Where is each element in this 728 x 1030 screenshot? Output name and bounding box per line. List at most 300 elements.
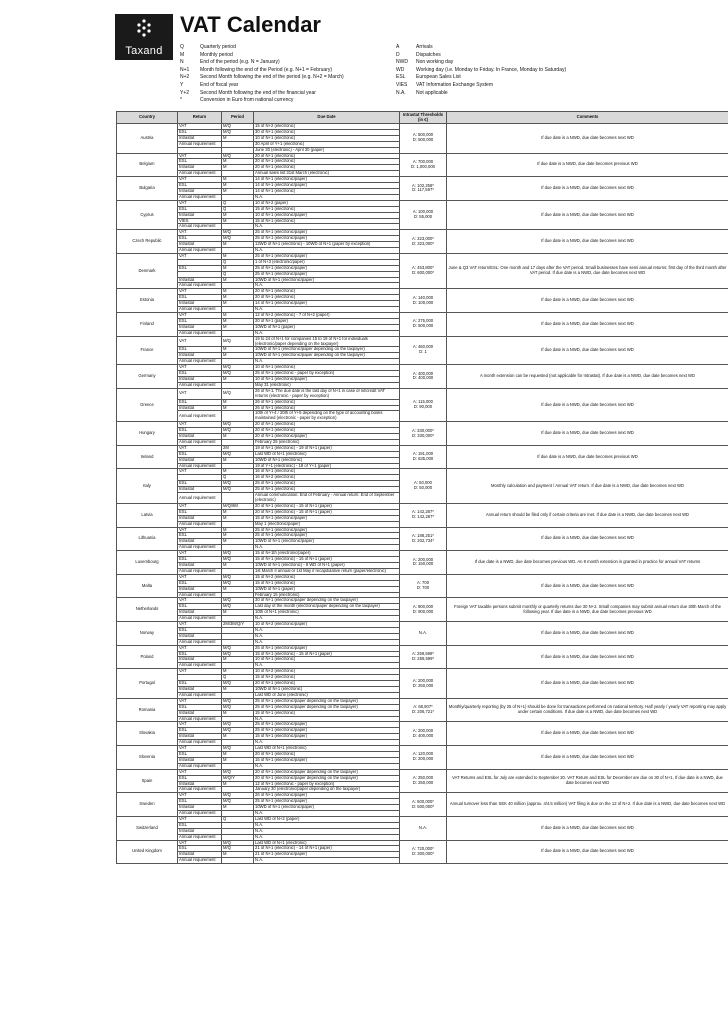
comments-cell: If due date is a NWD, due date becomes next WD xyxy=(447,574,728,598)
column-header-thresholds: Intrastat Thresholds (in €) xyxy=(400,112,447,124)
legend-item xyxy=(396,82,566,90)
period-cell: M/Q/Y xyxy=(222,775,254,781)
return-cell: VAT xyxy=(178,422,222,428)
country-cell: Denmark xyxy=(117,253,178,288)
period-cell: M xyxy=(222,539,254,545)
period-cell xyxy=(222,858,254,864)
period-cell: M xyxy=(222,457,254,463)
due-date-cell: 20 of N+1 (electronic) xyxy=(254,428,400,434)
period-cell: M/Q xyxy=(222,598,254,604)
comments-cell: Annual turnover less than SEK 40 million (approx. 4/4.5 million) VAT filing is due on the 12 of N+2. If due date is a NWD, due date becomes next WD xyxy=(447,793,728,817)
comments-cell: If due date is a NWD, due date becomes next WD xyxy=(447,124,728,154)
comments-cell: VAT Returns and ESL for July are extended to September 20. VAT Return and ESL for December are due on 30 of N+1. If due date is a NWD, due date becomes next WD xyxy=(447,769,728,793)
return-cell: VAT xyxy=(178,503,222,509)
comments-cell: If due date is a NWD, due date becomes next WD xyxy=(447,527,728,551)
due-date-cell: 10WD of N+1 (electronic) xyxy=(254,457,400,463)
return-cell: Annual requirement xyxy=(178,811,222,817)
due-date-cell: N.A. xyxy=(254,811,400,817)
period-cell: M/Q xyxy=(222,645,254,651)
return-cell: Annual requirement xyxy=(178,411,222,422)
threshold-cell: A: 140,000 D: 100,000 xyxy=(400,289,447,313)
country-cell: Switzerland xyxy=(117,816,178,840)
legend-key: Y xyxy=(180,81,184,88)
return-cell: ESL xyxy=(178,371,222,377)
return-cell: Intrastat xyxy=(178,188,222,194)
period-cell: M xyxy=(222,353,254,359)
period-cell: M/Q xyxy=(222,153,254,159)
threshold-cell: A: 900,000 D: 900,000 xyxy=(400,598,447,622)
return-cell: Annual requirement xyxy=(178,493,222,504)
due-date-cell: 20 of N+1 (electronic) xyxy=(254,422,400,428)
due-date-cell: 20 of N+1 (electronic) xyxy=(254,289,400,295)
threshold-cell: A: 100,000 D: 55,000 xyxy=(400,200,447,230)
country-cell: Netherlands xyxy=(117,598,178,622)
table-header-row xyxy=(117,112,728,124)
period-cell: Q xyxy=(222,816,254,822)
legend-item xyxy=(396,67,566,75)
legend-item xyxy=(180,97,344,105)
due-date-cell: N.A. xyxy=(254,633,400,639)
threshold-cell: A: 191,000 D: 635,000 xyxy=(400,445,447,469)
return-cell: ESL xyxy=(178,236,222,242)
period-cell: M xyxy=(222,469,254,475)
period-cell: M/Q xyxy=(222,124,254,130)
comments-cell: If due date is a NWD, due date becomes next WD xyxy=(447,722,728,746)
period-cell: M xyxy=(222,265,254,271)
return-cell: ESL xyxy=(178,728,222,734)
return-cell: Intrastat xyxy=(178,539,222,545)
return-cell: VAT xyxy=(178,527,222,533)
period-cell: M/Q xyxy=(222,388,254,399)
due-date-cell: 20 of N+1 (electronic) xyxy=(254,159,400,165)
due-date-cell: 10WD of N+1 (paper) xyxy=(254,586,400,592)
return-cell: Annual requirement xyxy=(178,858,222,864)
due-date-cell: 10 of N+1 (electronic) xyxy=(254,135,400,141)
period-cell: M xyxy=(222,183,254,189)
return-cell: ESL xyxy=(178,206,222,212)
due-date-cell: 15 of N+2 (electronic) xyxy=(254,675,400,681)
due-date-cell: 20 of N+1 (paper) xyxy=(254,318,400,324)
return-cell: VAT xyxy=(178,840,222,846)
return-cell: VAT xyxy=(178,153,222,159)
threshold-cell: A: 68,907* D: 206,721* xyxy=(400,698,447,722)
period-cell: M/Q xyxy=(222,557,254,563)
due-date-cell: N.A. xyxy=(254,545,400,551)
column-header-period: Period xyxy=(222,112,254,124)
period-cell: M xyxy=(222,434,254,440)
comments-cell: If due date is a NWD, due date becomes previous WD. An 8 month extension is granted in practice for annual VAT returns xyxy=(447,551,728,575)
legend-key: M xyxy=(180,51,185,58)
threshold-cell: A: 50,000 D: 50,000 xyxy=(400,469,447,503)
due-date-cell: 10th of Y+4 / 20th of Y+5 depending on the type of accounting books maintained (electronic - paper by exception) xyxy=(254,411,400,422)
return-cell: Annual requirement xyxy=(178,568,222,574)
due-date-cell: 14 of N+1 (electronic/paper) xyxy=(254,183,400,189)
return-cell: Annual requirement xyxy=(178,141,222,147)
return-cell: Intrastat xyxy=(178,324,222,330)
return-cell: Annual requirement xyxy=(178,521,222,527)
return-cell: VAT xyxy=(178,722,222,728)
period-cell: M/Q xyxy=(222,422,254,428)
due-date-cell: 25 of N+1 (electronic) xyxy=(254,487,400,493)
return-cell: VAT xyxy=(178,645,222,651)
return-cell: VAT xyxy=(178,669,222,675)
due-date-cell: 25 of N+1 (electronic/paper) xyxy=(254,799,400,805)
due-date-cell: 15 of N+1 (electronic) xyxy=(254,206,400,212)
threshold-cell: A: 460,000 D: 1 xyxy=(400,336,447,365)
return-cell: Annual requirement xyxy=(178,592,222,598)
period-cell: M/Q xyxy=(222,230,254,236)
due-date-cell: 10 of N+2 (electronic) xyxy=(254,669,400,675)
comments-cell: If due date is a NWD, due date becomes next WD xyxy=(447,289,728,313)
legend-key: NWD xyxy=(396,59,408,66)
period-cell: M/Q xyxy=(222,704,254,710)
return-cell: ESL xyxy=(178,557,222,563)
return-cell: Annual requirement xyxy=(178,359,222,365)
period-cell: M/Q xyxy=(222,236,254,242)
legend-value: Second Month following the end of the financial year xyxy=(200,89,316,96)
period-cell: Q xyxy=(222,675,254,681)
due-date-cell: 10WD of N+1 (electronic/paper) xyxy=(254,805,400,811)
due-date-cell: 20 of N+1 (electronic) xyxy=(254,165,400,171)
vat-calendar-table xyxy=(116,111,728,864)
due-date-cell: 20 of N+1 (electronic/paper depending on the taxpayer) xyxy=(254,775,400,781)
period-cell: M xyxy=(222,218,254,224)
legend-value: Working day (i.e. Monday to Friday. In France, Monday to Saturday) xyxy=(416,66,567,73)
legend-key: Y+2 xyxy=(180,89,190,96)
period-cell: M/Q xyxy=(222,651,254,657)
return-cell: Intrastat xyxy=(178,165,222,171)
period-cell: M xyxy=(222,751,254,757)
return-cell: VAT xyxy=(178,253,222,259)
due-date-cell: February 15 (electronic) xyxy=(254,592,400,598)
period-cell: M xyxy=(222,687,254,693)
legend-item xyxy=(180,59,344,67)
legend-value: Arrivals xyxy=(416,44,433,50)
period-cell: M xyxy=(222,177,254,183)
country-cell: Poland xyxy=(117,645,178,669)
period-cell: M xyxy=(222,533,254,539)
legend-key: N xyxy=(180,59,184,66)
return-cell: Annual requirement xyxy=(178,330,222,336)
threshold-cell: A: 700 D: 700 xyxy=(400,574,447,598)
period-cell: M xyxy=(222,586,254,592)
return-cell: Annual requirement xyxy=(178,639,222,645)
return-cell: VAT xyxy=(178,816,222,822)
due-date-cell: 30 April of Y+1 (electronic) xyxy=(254,141,400,147)
due-date-cell: 20 of N+1 (electronic) xyxy=(254,681,400,687)
return-cell: Intrastat xyxy=(178,734,222,740)
return-cell: Intrastat xyxy=(178,586,222,592)
return-cell: Annual requirement xyxy=(178,716,222,722)
period-cell: 2M/3M/Q/Y xyxy=(222,622,254,628)
comments-cell: June & Q3 VAT return/ESL: One month and 17 days after the VAT period. Small businesses have semi annual returns: first day of the third month after VAT period. If due date is a NWD, due date becomes next WD xyxy=(447,253,728,288)
due-date-cell: 20 of N+1 (electronic) xyxy=(254,153,400,159)
return-cell: ESL xyxy=(178,159,222,165)
period-cell: M xyxy=(222,324,254,330)
legend-item xyxy=(396,74,566,82)
return-cell: ESL xyxy=(178,704,222,710)
return-cell: Intrastat xyxy=(178,353,222,359)
due-date-cell: 16 of N+2 (electronic) xyxy=(254,475,400,481)
period-cell: M/Q xyxy=(222,551,254,557)
country-cell: Norway xyxy=(117,622,178,646)
due-date-cell: 20 of N+1 (electronic) - 15 of N+1 (paper) xyxy=(254,509,400,515)
period-cell xyxy=(222,411,254,422)
due-date-cell: 15 of N+1 (electronic) xyxy=(254,218,400,224)
period-cell: M/Q xyxy=(222,428,254,434)
legend-key: ESL xyxy=(396,74,406,81)
due-date-cell: 25 of N+1 (electronic/paper) xyxy=(254,236,400,242)
period-cell: M xyxy=(222,318,254,324)
legend-item xyxy=(180,52,344,60)
period-cell: M/Q xyxy=(222,840,254,846)
period-cell: M xyxy=(222,188,254,194)
due-date-cell: 25 of N+1 (electronic/paper) xyxy=(254,271,400,277)
return-cell: ESL xyxy=(178,846,222,852)
period-cell: M/Q xyxy=(222,728,254,734)
due-date-cell: 1 of N+3 (electronic/paper) xyxy=(254,259,400,265)
legend-value: Month following the end of the Period (e.g. N+1 = February) xyxy=(200,66,333,73)
return-cell: ESL xyxy=(178,580,222,586)
return-cell: Annual requirement xyxy=(178,692,222,698)
due-date-cell: N.A. xyxy=(254,763,400,769)
return-cell: Annual requirement xyxy=(178,283,222,289)
legend-value: Quarterly period xyxy=(200,44,236,50)
country-cell: Lithuania xyxy=(117,527,178,551)
period-cell: M xyxy=(222,669,254,675)
period-cell: Q xyxy=(222,271,254,277)
return-cell: Annual requirement xyxy=(178,171,222,177)
logo-name: Taxand xyxy=(125,45,163,57)
country-cell: Austria xyxy=(117,124,178,154)
return-cell: Annual requirement xyxy=(178,307,222,313)
return-cell: Intrastat xyxy=(178,687,222,693)
due-date-cell: N.A. xyxy=(254,616,400,622)
country-cell: Germany xyxy=(117,365,178,389)
legend-item xyxy=(396,44,566,52)
due-date-cell: 14 of N+1 (electronic) xyxy=(254,188,400,194)
return-cell: ESL xyxy=(178,604,222,610)
threshold-cell: A: 700,000 D: 1,000,000 xyxy=(400,153,447,177)
legend-key: N+1 xyxy=(180,66,190,73)
return-cell: Intrastat xyxy=(178,376,222,382)
due-date-cell: 25 of N+1 (electronic/paper) xyxy=(254,230,400,236)
comments-cell: If due date is a NWD, due date becomes previous WD xyxy=(447,445,728,469)
return-cell: ESL xyxy=(178,347,222,353)
legend-item xyxy=(180,44,344,52)
period-cell: M/Q xyxy=(222,580,254,586)
return-cell: Annual requirement xyxy=(178,194,222,200)
period-cell: Q xyxy=(222,475,254,481)
period-cell: M xyxy=(222,253,254,259)
return-cell: Intrastat xyxy=(178,277,222,283)
due-date-cell: N.A. xyxy=(254,639,400,645)
legend-left xyxy=(180,44,344,105)
period-cell: M xyxy=(222,405,254,411)
legend-key: VIES xyxy=(396,81,408,88)
due-date-cell: May 31 (electronic) xyxy=(254,382,400,388)
country-cell: Belgium xyxy=(117,153,178,177)
period-cell: M xyxy=(222,295,254,301)
due-date-cell: 20 of N+1 (electronic) xyxy=(254,751,400,757)
return-cell: ESL xyxy=(178,318,222,324)
due-date-cell: 15 of N+2 (electronic) xyxy=(254,574,400,580)
return-cell: Intrastat xyxy=(178,852,222,858)
country-cell: Malta xyxy=(117,574,178,598)
period-cell: M xyxy=(222,313,254,319)
table-row xyxy=(117,336,728,347)
return-cell: ESL xyxy=(178,822,222,828)
due-date-cell: 19 of N+1 (electronic) - 19 of N+1 (paper) xyxy=(254,445,400,451)
due-date-cell: N.A. xyxy=(254,194,400,200)
column-header-comments: Comments xyxy=(447,112,728,124)
due-date-cell: 25 of N+1 (electronic) xyxy=(254,481,400,487)
return-cell: VAT xyxy=(178,313,222,319)
comments-cell: If due date is a NWD, due date becomes next WD xyxy=(447,336,728,365)
period-cell: M xyxy=(222,301,254,307)
return-cell: VAT xyxy=(178,746,222,752)
country-cell: Latvia xyxy=(117,503,178,527)
due-date-cell: 25 of N+1 (electronic/paper depending on the taxpayer) xyxy=(254,698,400,704)
threshold-cell: A: 453,800* D: 600,000* xyxy=(400,253,447,288)
return-cell: Annual requirement xyxy=(178,787,222,793)
due-date-cell: N.A. xyxy=(254,822,400,828)
return-cell: ESL xyxy=(178,451,222,457)
threshold-cell: A: 200,000 D: 400,000 xyxy=(400,722,447,746)
table-row xyxy=(117,388,728,399)
due-date-cell: January 30 (electronic/paper depending on the taxpayer) xyxy=(254,787,400,793)
due-date-cell: 10WD of N+1 (electronic/paper) xyxy=(254,539,400,545)
return-cell: ESL xyxy=(178,265,222,271)
comments-cell: If due date is a NWD, due date becomes next WD xyxy=(447,313,728,337)
period-cell: M xyxy=(222,242,254,248)
threshold-cell: A: 188,251* D: 202,734* xyxy=(400,527,447,551)
due-date-cell: 25 of N+1 (electronic - paper by exception) xyxy=(254,371,400,377)
threshold-cell: A: 259,599* D: 259,599* xyxy=(400,645,447,669)
period-cell: M xyxy=(222,734,254,740)
period-cell: M xyxy=(222,399,254,405)
country-cell: Slovenia xyxy=(117,746,178,770)
return-cell: ESL xyxy=(178,399,222,405)
return-cell: VAT xyxy=(178,469,222,475)
country-cell: Cyprus xyxy=(117,200,178,230)
due-date-cell: 25 of N+1 (electronic/paper) xyxy=(254,265,400,271)
comments-cell: If due date is a NWD, due date becomes next WD xyxy=(447,622,728,646)
due-date-cell: 15 of N+1 (electronic) xyxy=(254,580,400,586)
legend-value: End of fiscal year xyxy=(200,81,239,88)
return-cell: ESL xyxy=(178,428,222,434)
threshold-cell: A: 200,000 D: 250,000 xyxy=(400,669,447,699)
comments-cell: If due date is a NWD, due date becomes next WD xyxy=(447,816,728,840)
column-header-country: Country xyxy=(117,112,178,124)
due-date-cell: 14 of N+1 (electronic/paper) xyxy=(254,177,400,183)
threshold-cell: A: 400,000 D: 400,000 xyxy=(400,365,447,389)
period-cell: 2M xyxy=(222,445,254,451)
due-date-cell: N.A. xyxy=(254,740,400,746)
threshold-cell: A: 115,000 D: 90,000 xyxy=(400,388,447,421)
due-date-cell: 20 of N+1 (electronic/paper depending on the taxpayer) xyxy=(254,769,400,775)
due-date-cell: N.A. xyxy=(254,834,400,840)
threshold-cell: A: 102,258* D: 117,597* xyxy=(400,177,447,201)
column-header-return: Return xyxy=(178,112,222,124)
due-date-cell: 15 of N+1 (electronic) xyxy=(254,710,400,716)
period-cell: M xyxy=(222,135,254,141)
due-date-cell: 10th of N+1 (electronic) xyxy=(254,610,400,616)
threshold-cell: A: 323,000* D: 323,000* xyxy=(400,230,447,254)
country-cell: Spain xyxy=(117,769,178,793)
period-cell: M/Q xyxy=(222,722,254,728)
due-date-cell: 15 of N+1 (electronic/paper) xyxy=(254,734,400,740)
legend-value: Second Month following the end of the period (e.g. N+2 = March) xyxy=(200,74,344,81)
legend-key: N.A. xyxy=(396,89,406,96)
period-cell: M xyxy=(222,347,254,353)
return-cell: Intrastat xyxy=(178,562,222,568)
due-date-cell: Last day of the month (electronic/paper depending on the taxpayer) xyxy=(254,604,400,610)
return-cell: ESL xyxy=(178,627,222,633)
threshold-cell: A: 275,000 D: 500,000 xyxy=(400,313,447,337)
due-date-cell: 30 of N+1 (electronic/paper depending on the taxpayer) xyxy=(254,598,400,604)
legend-key: N+2 xyxy=(180,74,190,81)
due-date-cell: 10 of N+1 (electronic) xyxy=(254,657,400,663)
legend-value: European Sales List xyxy=(416,74,461,81)
return-cell: Intrastat xyxy=(178,135,222,141)
due-date-cell: 10WD of N+1 (electronic/paper) xyxy=(254,277,400,283)
due-date-cell: February 25 (electronic) xyxy=(254,439,400,445)
return-cell: Annual requirement xyxy=(178,382,222,388)
due-date-cell: 10 of N+1 (electronic) xyxy=(254,365,400,371)
return-cell: Intrastat xyxy=(178,633,222,639)
period-cell: M/Q xyxy=(222,604,254,610)
due-date-cell: 12WD of N+1 (electronic) - 10WD of N+1 (paper by exception) xyxy=(254,242,400,248)
country-cell: Luxembourg xyxy=(117,551,178,575)
return-cell: Intrastat xyxy=(178,710,222,716)
due-date-cell: 25 of N+1 (electronic/paper) xyxy=(254,533,400,539)
country-cell: Czech Republic xyxy=(117,230,178,254)
return-cell: ESL xyxy=(178,183,222,189)
comments-cell: If due date is a NWD, due date becomes next WD xyxy=(447,840,728,864)
due-date-cell: 15 of N+1 (electronic/paper) xyxy=(254,757,400,763)
comments-cell: If due date is a NWD, due date becomes next WD xyxy=(447,177,728,201)
country-cell: Italy xyxy=(117,469,178,503)
comments-cell: If due date is a NWD, due date becomes next WD xyxy=(447,645,728,669)
return-cell: VAT xyxy=(178,388,222,399)
due-date-cell: 26 of N+1 (electronic/paper) xyxy=(254,793,400,799)
period-cell: M xyxy=(222,657,254,663)
return-cell: Annual requirement xyxy=(178,248,222,254)
return-cell: ESL xyxy=(178,651,222,657)
return-cell: Intrastat xyxy=(178,805,222,811)
due-date-cell: 15 of N+1 (electronic/paper) xyxy=(254,515,400,521)
due-date-cell: Last WD of N+2 (paper) xyxy=(254,816,400,822)
threshold-cell: A: 330,000* D: 330,000* xyxy=(400,422,447,446)
return-cell: VAT xyxy=(178,230,222,236)
period-cell: M xyxy=(222,852,254,858)
period-cell: M/Q xyxy=(222,846,254,852)
return-cell: VAT xyxy=(178,793,222,799)
due-date-cell: Last WD of N+1 (electronic) xyxy=(254,840,400,846)
period-cell: M xyxy=(222,159,254,165)
return-cell: ESL xyxy=(178,751,222,757)
due-date-cell: June 30 (electronic) - April 30 (paper) xyxy=(254,147,400,153)
period-cell: M xyxy=(222,781,254,787)
due-date-cell: Annual sales list 31st March (electronic) xyxy=(254,171,400,177)
period-cell: M xyxy=(222,527,254,533)
return-cell: Intrastat xyxy=(178,757,222,763)
legend-item xyxy=(396,59,566,67)
due-date-cell: N.A. xyxy=(254,716,400,722)
return-cell: ESL xyxy=(178,533,222,539)
legend-item xyxy=(180,90,344,98)
